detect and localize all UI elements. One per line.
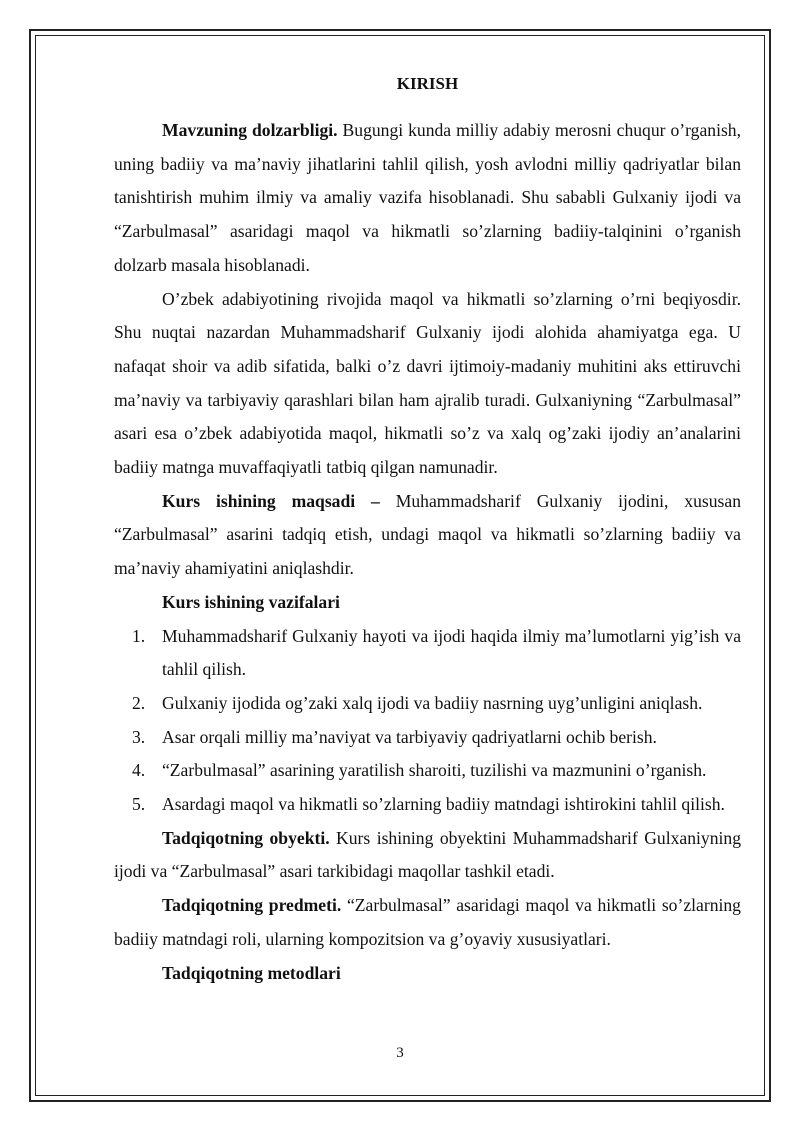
document-page	[114, 56, 741, 990]
object-text: Kurs ishining obyektini Muhammadsharif Gulxaniyning ijodi va “Zarbulmasal” asari tarkibidagi maqollar tashkil etadi.	[114, 827, 741, 882]
relevance-text: Bugungi kunda milliy adabiy merosni chuqur o’rganish, uning badiiy va ma’naviy jihatlarini tahlil qilish, yosh avlodni milliy qadriyatlar bilan tanishtirish muhim ilmiy va amaliy vazifa hisoblanadi. Shu sababli Gulxaniy ijodi va “Zarbulmasal” asaridagi maqol va hikmatli so’zlarning badiiy-talqinini o’rganish dolzarb masala hisoblanadi.	[114, 120, 741, 275]
relevance-lead: Mavzuning dolzarbligi.	[162, 120, 338, 140]
subject-lead: Tadqiqotning predmeti.	[162, 895, 342, 916]
list-item-number: 2.	[132, 692, 146, 713]
subject-text: “Zarbulmasal” asaridagi maqol va hikmatli so’zlarning badiiy matndagi roli, ularning kompozitsion va g’oyaviy xususiyatlari.	[114, 895, 741, 949]
page-title: KIRISH	[396, 74, 459, 93]
list-item-text: Asardagi maqol va hikmatli so’zlarning badiiy matndagi ishtirokini tahlil qilish.	[162, 794, 725, 815]
tasks-list	[114, 620, 741, 822]
page-number: 3	[396, 1045, 404, 1061]
list-item-number: 4.	[132, 760, 146, 781]
goal-lead: Kurs ishining maqsadi –	[162, 490, 380, 511]
list-item	[114, 788, 741, 822]
list-item	[114, 620, 741, 687]
list-item-text: Muhammadsharif Gulxaniy hayoti va ijodi haqida ilmiy ma’lumotlarni yig’ish va tahlil qilish.	[162, 625, 741, 680]
list-item-number: 5.	[132, 794, 146, 815]
list-item-number: 3.	[132, 726, 146, 747]
list-item-text: “Zarbulmasal” asarining yaratilish sharoiti, tuzilishi va mazmunini o’rganish.	[162, 760, 707, 781]
paragraph-subject	[114, 889, 741, 956]
tasks-heading: Kurs ishining vazifalari	[162, 591, 340, 612]
paragraph-object	[114, 822, 741, 889]
object-lead: Tadqiqotning obyekti.	[162, 827, 330, 848]
paragraph-literature: O’zbek adabiyotining rivojida maqol va hikmatli so’zlarning o’rni beqiyosdir. Shu nuqtai nazardan Muhammadsharif Gulxaniy ijodi alohida ahamiyatga ega. U nafaqat shoir va adib sifatida, balki o’z davri ijtimoiy-madaniy muhitini aks ettiruvchi ma’naviy va tarbiyaviy qarashlari bilan ham ajralib turadi. Gulxaniyning “Zarbulmasal” asari esa o’zbek adabiyotida maqol, hikmatli so’z va xalq og’zaki ijodiy an’analarini badiiy matnga muvaffaqiyatli tatbiq qilgan namunadir.	[114, 288, 741, 478]
methods-heading: Tadqiqotning metodlari	[162, 962, 341, 983]
goal-text: Muhammadsharif Gulxaniy ijodini, xususan “Zarbulmasal” asarini tadqiq etish, undagi maqol va hikmatli so’zlarning badiiy va ma’naviy ahamiyatini aniqlashdir.	[114, 490, 741, 579]
list-item	[114, 721, 741, 755]
list-item	[114, 687, 741, 721]
list-item-text: Gulxaniy ijodida og’zaki xalq ijodi va badiiy nasrning uyg’unligini aniqlash.	[162, 692, 703, 713]
paragraph-relevance	[114, 114, 741, 283]
paragraph-goal	[114, 485, 741, 586]
list-item-number: 1.	[132, 625, 146, 646]
list-item	[114, 754, 741, 788]
list-item-text: Asar orqali milliy ma’naviyat va tarbiyaviy qadriyatlarni ochib berish.	[162, 726, 657, 747]
